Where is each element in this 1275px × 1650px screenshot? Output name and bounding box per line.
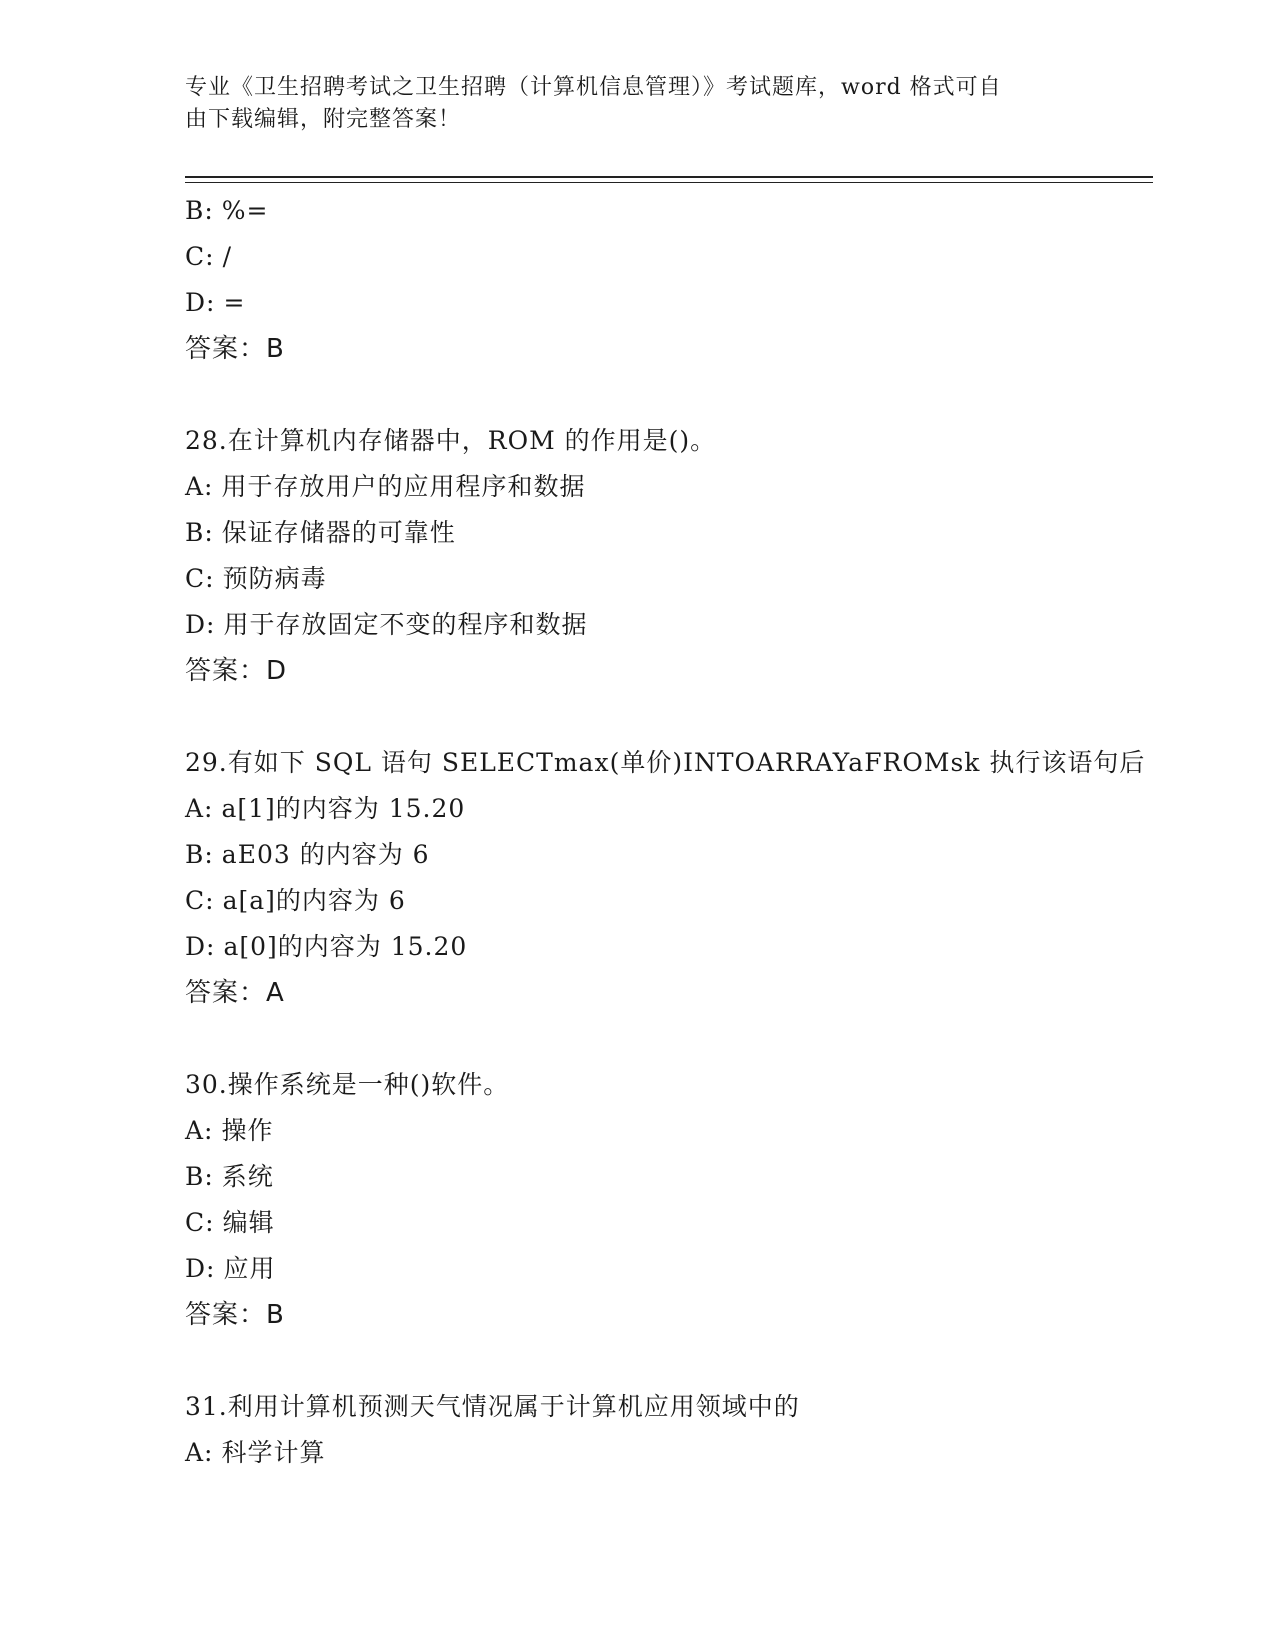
- option-text: 保证存储器的可靠性: [221, 518, 456, 547]
- option-text: 用于存放固定不变的程序和数据: [223, 610, 588, 639]
- option-line: [185, 1108, 1153, 1154]
- header-line-2: 由下载编辑，附完整答案！: [185, 107, 462, 132]
- option-text: a[a]的内容为 6: [222, 886, 406, 915]
- answer-line: 答案：B: [185, 1300, 285, 1330]
- option-text: 科学计算: [221, 1438, 326, 1467]
- option-label: D:: [185, 1254, 216, 1283]
- question-list: [185, 188, 1153, 1476]
- option-line: [185, 1430, 1153, 1476]
- option-label: A:: [185, 1438, 214, 1467]
- spacer: [185, 1338, 1153, 1384]
- option-line: [185, 234, 1153, 280]
- option-label: B:: [185, 196, 214, 225]
- question-stem: 28.在计算机内存储器中，ROM 的作用是()。: [185, 426, 717, 455]
- option-text: a[0]的内容为 15.20: [223, 932, 468, 961]
- option-text: 应用: [223, 1254, 276, 1283]
- option-label: D:: [185, 610, 216, 639]
- option-label: B:: [185, 840, 214, 869]
- option-text: /: [222, 242, 232, 271]
- option-label: A:: [185, 472, 214, 501]
- option-line: [185, 464, 1153, 510]
- option-text: 系统: [221, 1162, 274, 1191]
- option-label: A:: [185, 1116, 214, 1145]
- option-line: [185, 602, 1153, 648]
- option-line: [185, 556, 1153, 602]
- option-line: [185, 786, 1153, 832]
- option-line: [185, 188, 1153, 234]
- option-label: D:: [185, 932, 216, 961]
- option-label: B:: [185, 1162, 214, 1191]
- option-label: C:: [185, 886, 215, 915]
- option-line: [185, 280, 1153, 326]
- spacer: [185, 694, 1153, 740]
- document-header: [185, 72, 1065, 136]
- option-label: A:: [185, 794, 214, 823]
- option-text: 编辑: [222, 1208, 275, 1237]
- answer-line: 答案：B: [185, 334, 285, 364]
- option-text: aE03 的内容为 6: [221, 840, 430, 869]
- option-label: C:: [185, 242, 215, 271]
- question-stem: 29.有如下 SQL 语句 SELECTmax(单价)INTOARRAYaFROMsk 执行该语句后: [185, 748, 1146, 777]
- question-stem: 31.利用计算机预测天气情况属于计算机应用领域中的: [185, 1392, 800, 1421]
- option-line: [185, 1154, 1153, 1200]
- option-line: [185, 1246, 1153, 1292]
- option-text: 用于存放用户的应用程序和数据: [221, 472, 586, 501]
- spacer: [185, 1016, 1153, 1062]
- option-text: a[1]的内容为 15.20: [221, 794, 466, 823]
- question-stem: 30.操作系统是一种()软件。: [185, 1070, 510, 1099]
- option-text: 预防病毒: [222, 564, 327, 593]
- option-label: C:: [185, 1208, 215, 1237]
- option-label: C:: [185, 564, 215, 593]
- option-label: D:: [185, 288, 216, 317]
- option-text: =: [223, 288, 246, 317]
- option-text: %=: [221, 196, 269, 225]
- option-line: [185, 1200, 1153, 1246]
- option-line: [185, 832, 1153, 878]
- answer-line: 答案：A: [185, 978, 285, 1008]
- option-line: [185, 878, 1153, 924]
- header-divider-thick: [185, 176, 1153, 178]
- option-label: B:: [185, 518, 214, 547]
- option-text: 操作: [221, 1116, 274, 1145]
- option-line: [185, 924, 1153, 970]
- answer-line: 答案：D: [185, 656, 288, 686]
- header-line-1: 专业《卫生招聘考试之卫生招聘（计算机信息管理）》考试题库，word 格式可自: [185, 75, 1002, 100]
- header-divider-thin: [185, 182, 1153, 183]
- option-line: [185, 510, 1153, 556]
- spacer: [185, 372, 1153, 418]
